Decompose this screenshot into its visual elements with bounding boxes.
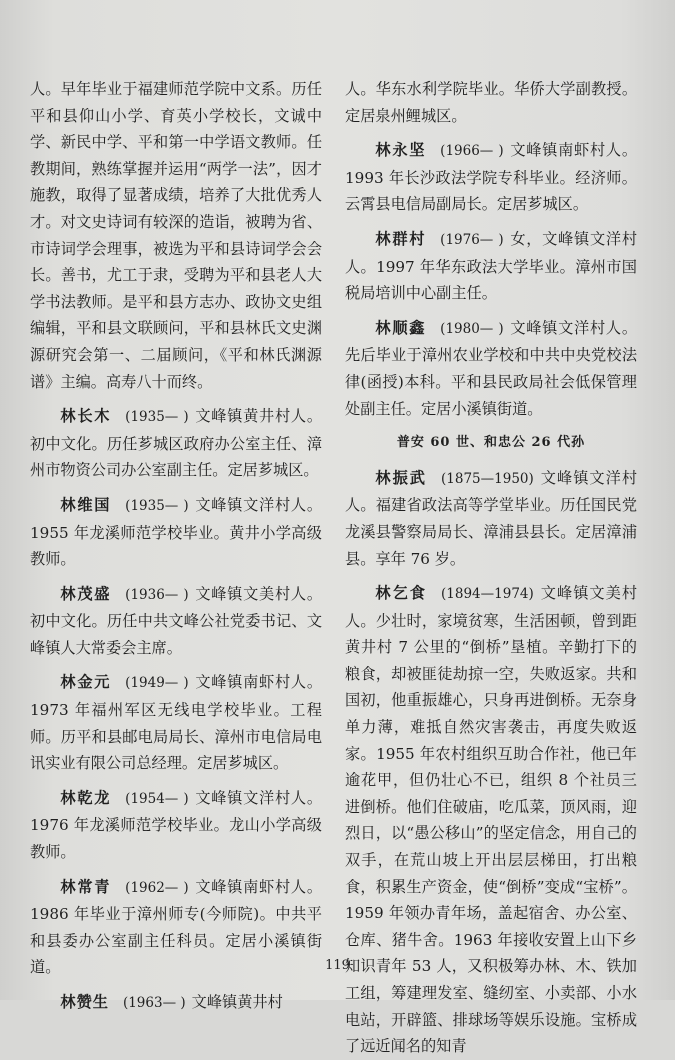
biography-entry — [345, 315, 637, 422]
biography-text: 文峰镇文美村人。少壮时，家境贫寒，生活困顿，曾到距黄井村 7 公里的“倒桥”垦植。辛勤打下的粮食，却被匪徒劫掠一空，失败返家。共和国初，他重振雄心，只身再进倒桥。无奈身单力薄，难抵自然灾害袭击，再度失败返家。1955 年农村组织互助合作社，他已年逾花甲，但仍壮心不已，组织 8 个社员三进倒桥。他们住破庙，吃瓜菜，顶风雨，迎烈日，以“愚公移山”的坚定信念，用自己的双手，在荒山坡上开出层层梯田，打出粮食，积累生产资金，使“倒桥”变成“宝桥”。1959 年领办青年场，盖起宿舍、办公室、仓库、猪牛舍。1963 年接收安置上山下乡知识青年 53 人，又积极筹办林、木、铁加工组，筹建理发室、缝纫室、小卖部、小水电站，开辟篮、排球场等娱乐设施。宝桥成了远近闻名的知青 — [345, 584, 638, 1056]
biography-text: 文峰镇文洋村人。1955 年龙溪师范学校毕业。黄井小学高级教师。 — [30, 495, 322, 569]
person-name: 林顺鑫 — [375, 318, 427, 337]
person-years: (1875—1950) — [441, 470, 534, 487]
biography-entry — [30, 785, 322, 866]
person-name: 林群村 — [375, 229, 427, 248]
biography-entry — [345, 580, 637, 1060]
person-name: 林永坚 — [375, 141, 427, 160]
person-years: (1954— ) — [125, 790, 189, 807]
biography-entry — [345, 465, 637, 572]
left-column — [30, 76, 322, 1017]
biography-entry — [345, 226, 637, 307]
page-number: 119 — [325, 958, 350, 973]
continued-biography: 人。华东水利学院毕业。华侨大学副教授。定居泉州鲤城区。 — [345, 80, 637, 125]
right-column — [345, 76, 637, 1060]
biography-text: 文峰镇文洋村人。1976 年龙溪师范学校毕业。龙山小学高级教师。 — [30, 788, 322, 862]
person-years: (1936— ) — [125, 586, 189, 603]
person-years: (1980— ) — [440, 320, 504, 337]
person-years: (1935— ) — [125, 497, 189, 514]
biography-entry — [30, 989, 322, 1017]
person-name: 林长木 — [60, 407, 112, 426]
person-years: (1976— ) — [440, 231, 504, 248]
person-name: 林赞生 — [60, 993, 109, 1011]
biography-entry — [30, 581, 322, 662]
person-years: (1963— ) — [122, 995, 186, 1011]
biography-entry — [30, 669, 322, 776]
person-name: 林金元 — [60, 673, 112, 692]
continued-biography: 人。早年毕业于福建师范学院中文系。历任平和县仰山小学、育英小学校长，文诚中学、新民中学、平和第一中学语文教师。任教期间，熟练掌握并运用“两学一法”，因才施教，取得了显著成绩，培养了大批优秀人才。对文史诗词有较深的造诣，被聘为省、市诗词学会理事，被选为平和县诗词学会会长。善书，尤工于隶，受聘为平和县老人大学书法教师。是平和县方志办、政协文史组编辑，平和县文联顾问，平和县林氏文史渊源研究会第一、二届顾问，《平和林氏渊源谱》主编。高寿八十而终。 — [30, 80, 322, 391]
biography-text: 文峰镇南虾村人。1986 年毕业于漳州师专(今师院)。中共平和县委办公室副主任科员。定居小溪镇街道。 — [30, 877, 322, 977]
person-name: 林振武 — [375, 468, 428, 487]
person-years: (1962— ) — [125, 879, 189, 896]
biography-entry — [30, 403, 322, 484]
person-name: 林茂盛 — [60, 584, 112, 603]
biography-text: 文峰镇南虾村人。1973 年福州军区无线电学校毕业。工程师。历平和县邮电局局长、漳州市电信局电讯实业有限公司总经理。定居芗城区。 — [30, 673, 322, 773]
biography-text: 文峰镇文美村人。初中文化。历任中共文峰公社党委书记、文峰镇人大常委会主席。 — [30, 584, 322, 657]
biography-entry — [30, 492, 322, 573]
person-name: 林常青 — [60, 877, 112, 896]
biography-text: 文峰镇文洋村人。先后毕业于漳州农业学校和中共中央党校法律(函授)本科。平和县民政局社会低保管理处副主任。定居小溪镇街道。 — [345, 318, 637, 418]
biography-text: 文峰镇南虾村人。1993 年长沙政法学院专科毕业。经济师。云霄县电信局副局长。定居芗城区。 — [345, 141, 637, 214]
person-name: 林维国 — [60, 495, 112, 514]
generation-heading: 普安 60 世、和忠公 26 代孙 — [396, 435, 586, 451]
person-years: (1966— ) — [440, 143, 504, 160]
person-years: (1894—1974) — [441, 586, 534, 603]
biography-text: 文峰镇文洋村人。福建省政法高等学堂毕业。历任国民党龙溪县警察局局长、漳浦县县长。定居漳浦县。享年 76 岁。 — [345, 468, 638, 568]
biography-text: 文峰镇黄井村人。初中文化。历任芗城区政府办公室主任、漳州市物资公司办公室副主任。定居芗城区。 — [30, 407, 322, 480]
biography-text: 文峰镇黄井村 — [191, 993, 283, 1011]
person-name: 林乾龙 — [60, 788, 112, 807]
biography-entry — [345, 137, 637, 218]
person-years: (1935— ) — [125, 409, 189, 426]
person-years: (1949— ) — [125, 675, 189, 692]
person-name: 林乞食 — [375, 584, 428, 603]
biography-text: 女，文峰镇文洋村人。1997 年华东政法大学毕业。漳州市国税局培训中心副主任。 — [345, 229, 637, 303]
